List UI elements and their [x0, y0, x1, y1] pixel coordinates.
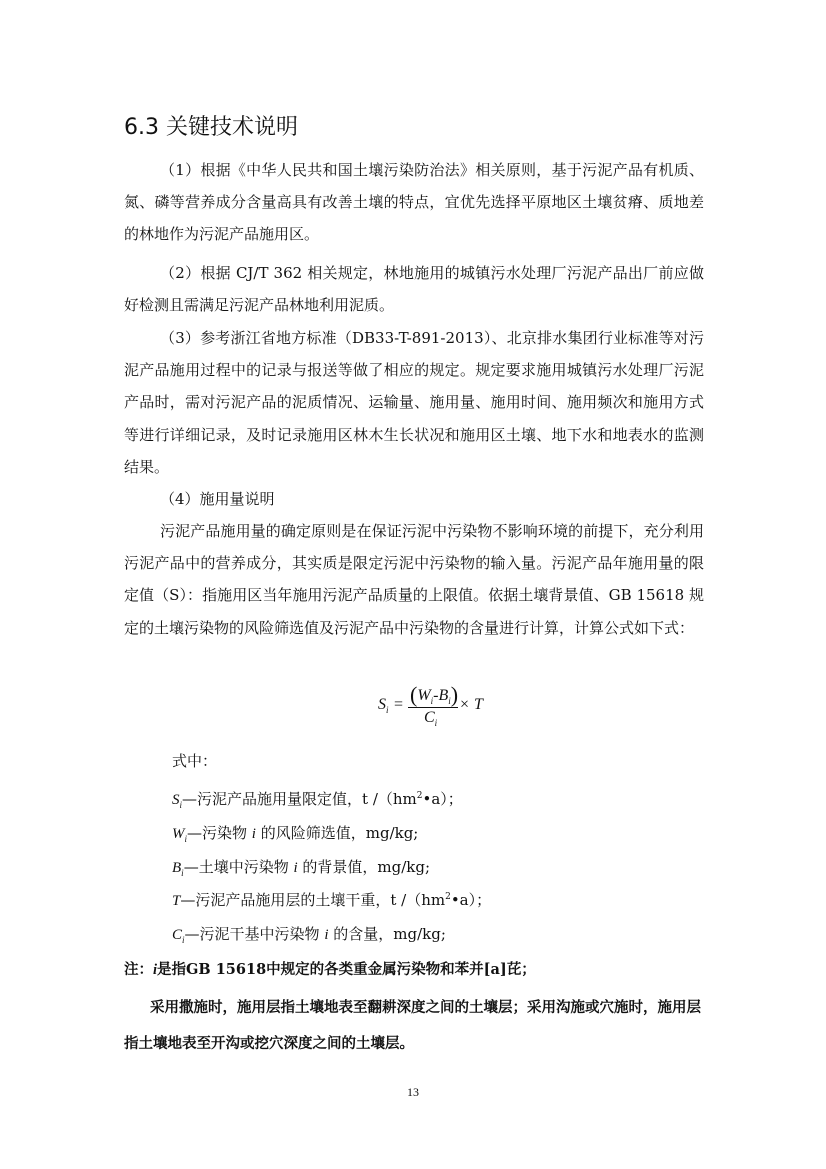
paragraph-2: （2）根据 CJ/T 362 相关规定，林地施用的城镇污水处理厂污泥产品出厂前应做好检测且需满足污泥产品林地利用泥质。	[124, 264, 704, 315]
application-formula	[370, 680, 530, 740]
note-1: 注：i是指GB 15618中规定的各类重金属污染物和苯并[a]芘；	[124, 961, 536, 978]
paragraph-4: （4）施用量说明	[160, 490, 275, 508]
formula-numerator: $(W_i-B_i)$	[410, 682, 459, 707]
definitions-intro: 式中：	[172, 752, 218, 770]
definition-s: $S_i—$污泥产品施用量限定值，t $/(hm^2•a)$；	[172, 790, 463, 810]
definition-t: T—污泥产品施用层的土壤干重，t $/(hm^2•a)$；	[172, 891, 492, 909]
formula-denominator: $C_i$	[424, 709, 438, 729]
formula-times: ×	[460, 696, 470, 713]
definition-c: $C_i—$污泥干基中污染物 i 的含量，mg/kg;	[172, 925, 446, 945]
note-2: 采用撒施时，施用层指土壤地表至翻耕深度之间的土壤层；采用沟施或穴施时，施用层指土壤地表至开沟或挖穴深度之间的土壤层。	[124, 999, 701, 1052]
definition-b: $B_i—$土壤中污染物 i 的背景值，mg/kg;	[172, 858, 431, 878]
page-number: 13	[407, 1085, 419, 1099]
section-heading: 6.3 关键技术说明	[124, 115, 298, 140]
definition-w: $W_i—$污染物 i 的风险筛选值，mg/kg;	[172, 824, 419, 844]
fraction-bar	[408, 707, 458, 708]
formula-lhs: $S_i$	[378, 696, 389, 716]
formula-equals: =	[394, 696, 404, 713]
paragraph-1: （1）根据《中华人民共和国土壤污染防治法》相关原则，基于污泥产品有机质、氮、磷等营养成分含量高具有改善土壤的特点，宜优先选择平原地区土壤贫瘠、质地差的林地作为污泥产品施用区。	[124, 161, 704, 244]
formula-t: T	[474, 696, 483, 713]
paragraph-5: 污泥产品施用量的确定原则是在保证污泥中污染物不影响环境的前提下，充分利用污泥产品中的营养成分，其实质是限定污泥中污染物的输入量。污泥产品年施用量的限定值（S）：指施用区当年施用污泥产品质量的上限值。依据土壤背景值、GB 15618 规定的土壤污染物的风险筛选值及污泥产品中污染物的含量进行计算，计算公式如下式：	[124, 522, 704, 637]
paragraph-3: （3）参考浙江省地方标准（DB33-T-891-2013）、北京排水集团行业标准等对污泥产品施用过程中的记录与报送等做了相应的规定。规定要求施用城镇污水处理厂污泥产品时，需对污泥产品的泥质情况、运输量、施用量、施用时间、施用频次和施用方式等进行详细记录，及时记录施用区林木生长状况和施用区土壤、地下水和地表水的监测结果。	[124, 329, 704, 476]
